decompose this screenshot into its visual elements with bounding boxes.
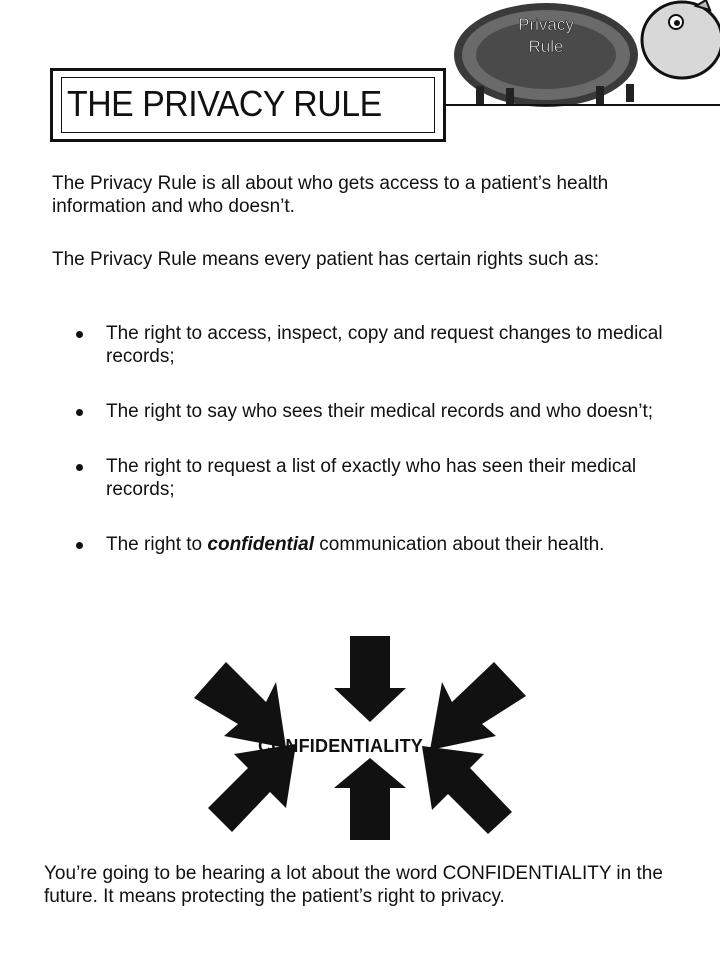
rights-list-item: The right to request a list of exactly who has seen their medical records; [72,455,692,501]
rights-intro-paragraph: The Privacy Rule means every patient has certain rights such as: [52,249,600,270]
arrow-up-right-icon [208,744,296,832]
title-box [50,68,446,142]
rights-list-item: The right to say who sees their medical records and who doesn’t; [72,400,692,423]
rights-list [72,322,692,588]
privacy-rule-mascot-illustration [446,0,720,110]
rights-list-item: The right to access, inspect, copy and request changes to medical records; [72,322,692,368]
arrow-down-icon [334,636,406,722]
rights-item-prefix: The right to [106,534,208,555]
arrow-down-left-icon [430,662,526,750]
title-underline-rule [446,104,720,106]
intro-paragraph: The Privacy Rule is all about who gets access to a patient’s health information and who doesn’t. [52,173,609,217]
mascot-label-line2: Rule [528,37,564,56]
page-title: THE PRIVACY RULE [67,83,382,124]
closing-paragraph: You’re going to be hearing a lot about the word CONFIDENTIALITY in the future. It means protecting the patient’s right to privacy. [44,863,663,907]
rights-item-suffix: communication about their health. [314,534,605,555]
mascot-label-line1: Privacy [518,15,574,34]
confidentiality-label: CONFIDENTIALITY [258,736,423,756]
arrow-up-left-icon [422,746,512,834]
arrow-up-icon [334,758,406,840]
confidential-emphasis: confidential [207,534,315,555]
rights-list-item [72,533,692,556]
